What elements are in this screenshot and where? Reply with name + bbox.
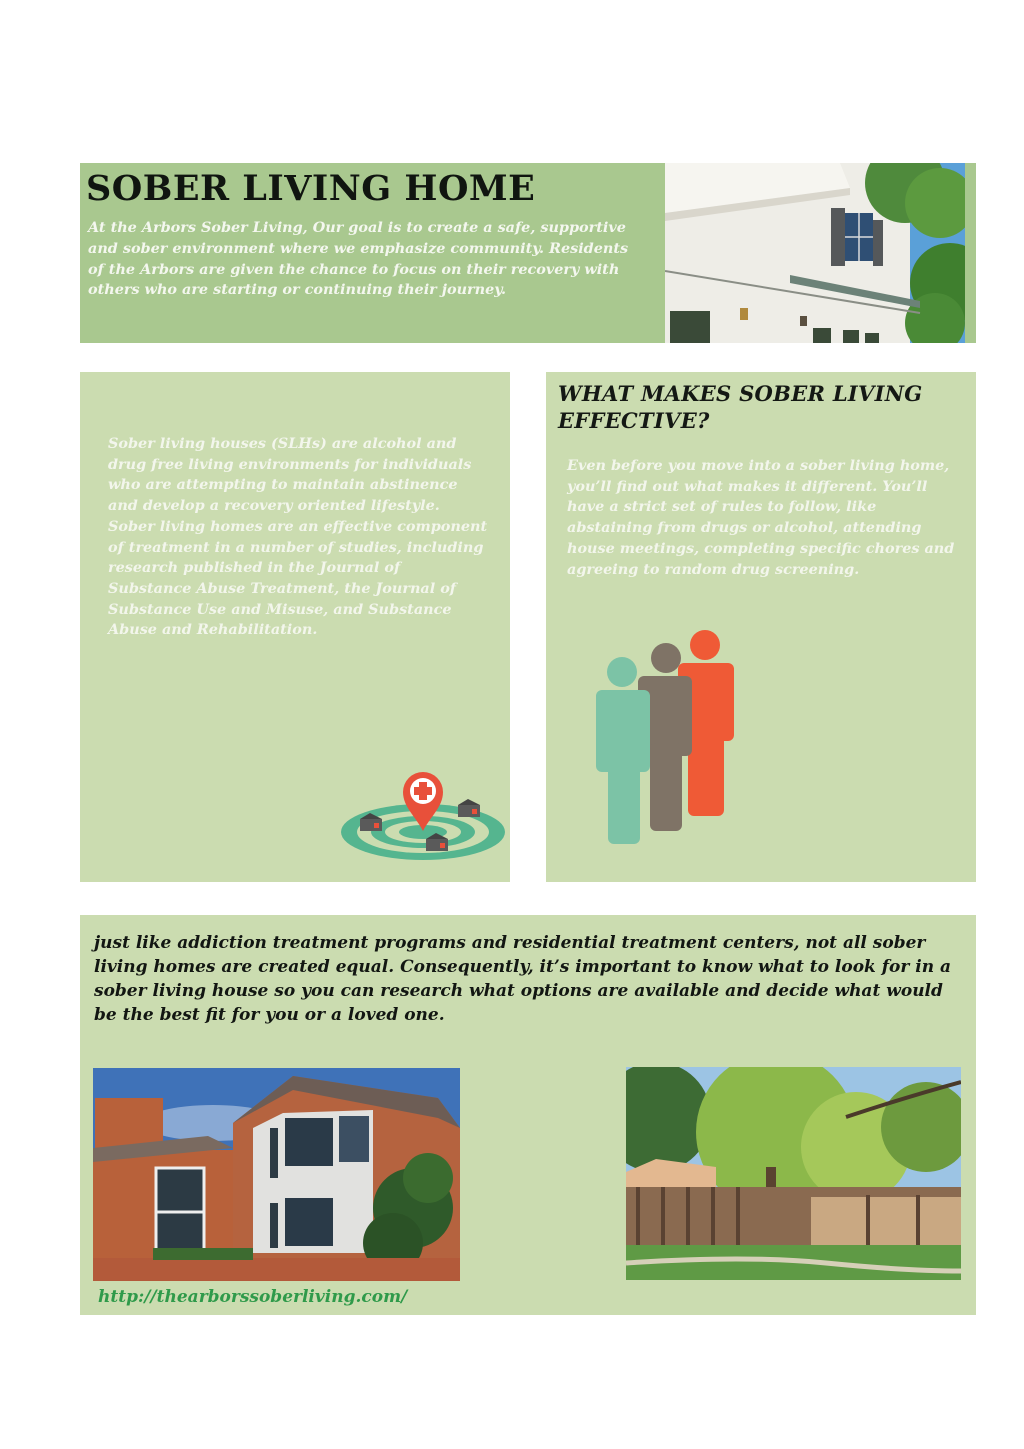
- choosing-home-text: just like addiction treatment programs and residential treatment centers, not all sober living homes are created equal. Consequently, it’s important to know what to look for in a sober living house so you can research what options are available and decide what would be the best fit for you or a loved one.: [94, 933, 952, 1025]
- people-icon: [594, 628, 734, 848]
- info-panel-bottom: [80, 915, 976, 1315]
- header-banner: [80, 163, 976, 343]
- brick-house-illustration: [93, 1068, 460, 1281]
- house-photo-white: [665, 163, 965, 343]
- effectiveness-text: Even before you move into a sober living home, you’ll find out what makes it different. You’ll have a strict set of rules to follow, like abstaining from drugs or alcohol, attending house meetings, completing specific chores and agreeing to random drug screening.: [567, 457, 955, 578]
- website-link[interactable]: http://thearborssoberliving.com/: [98, 1287, 408, 1307]
- slh-definition-text: Sober living houses (SLHs) are alcohol and drug free living environments for individuals who are attempting to maintain abstinence and develop a recovery oriented lifestyle.: [108, 435, 472, 515]
- location-pin-icon: [338, 767, 508, 872]
- house-icon: [458, 799, 480, 817]
- brick-house-photo: [93, 1068, 460, 1281]
- page-title: SOBER LIVING HOME: [86, 168, 536, 209]
- house-photo-illustration: [665, 163, 965, 343]
- slh-research-text: Sober living homes are an effective component of treatment in a number of studies, including research published in the Journal of Substance Abuse Treatment, the Journal of Substance Use and Misuse, and Substance Abuse and Rehabilitation.: [108, 517, 488, 639]
- backyard-photo: [626, 1067, 961, 1280]
- info-panel-right: [546, 372, 976, 882]
- slh-description: [108, 434, 488, 641]
- section-heading: WHAT MAKES SOBER LIVING EFFECTIVE?: [558, 381, 923, 433]
- backyard-illustration: [626, 1067, 961, 1280]
- info-panel-left: [80, 372, 510, 882]
- intro-paragraph: At the Arbors Sober Living, Our goal is to create a safe, supportive and sober environment where we emphasize community. Residents of the Arbors are given the chance to focus on their recovery with others who are starting or continuing their journey.: [88, 219, 629, 299]
